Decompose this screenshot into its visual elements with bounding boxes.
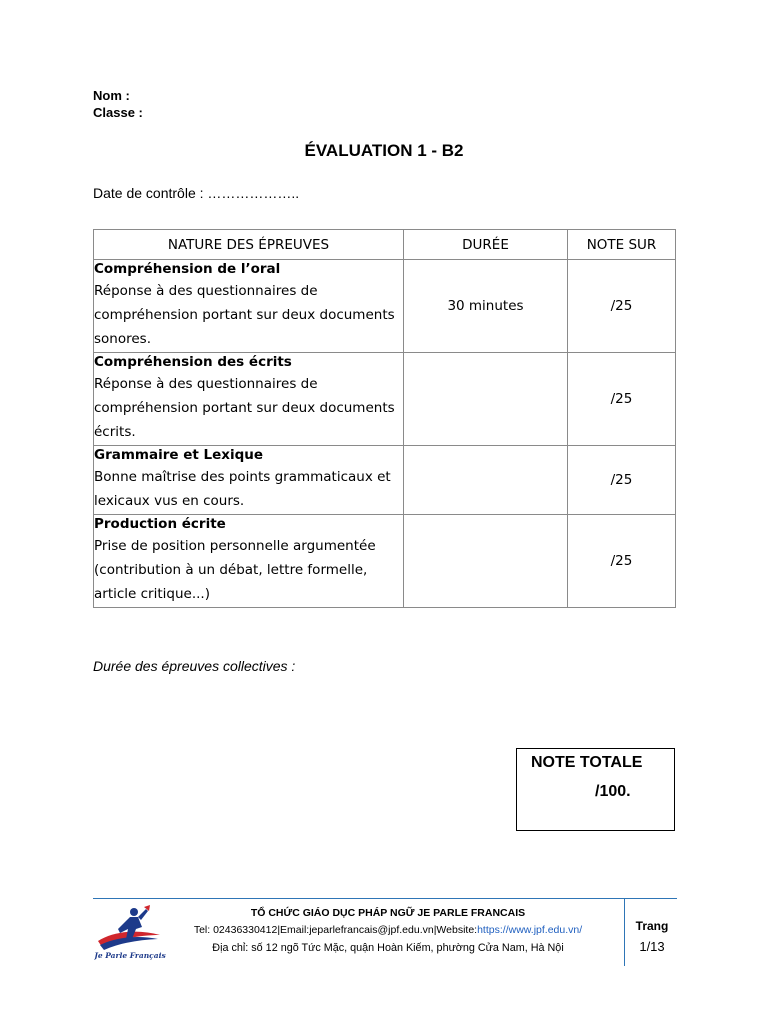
total-value: /100. — [595, 783, 631, 800]
epreuve-description: Bonne maîtrise des points grammaticaux et lexicaux vus en cours. — [94, 469, 391, 509]
total-box — [516, 748, 675, 831]
duration-cell — [404, 446, 568, 515]
duration-cell — [404, 353, 568, 446]
epreuve-title: Compréhension de l’oral — [94, 261, 281, 277]
header-duree: DURÉE — [404, 230, 568, 260]
page-number: 1/13 — [639, 939, 665, 954]
note-cell — [568, 446, 676, 515]
page-title: ÉVALUATION 1 - B2 — [304, 141, 464, 160]
note-cell — [568, 515, 676, 608]
logo-text: Je Parle Français — [94, 951, 166, 960]
epreuve-title: Grammaire et Lexique — [94, 447, 264, 463]
epreuve-cell — [94, 515, 404, 608]
duration-cell — [404, 515, 568, 608]
note-cell — [568, 353, 676, 446]
footer-vertical-divider — [624, 898, 625, 966]
jpf-logo — [94, 905, 166, 961]
collective-duration-label: Durée des épreuves collectives : — [93, 658, 296, 674]
footer-address: Địa chỉ: số 12 ngõ Tức Mặc, quận Hoàn Kiếm, phường Cửa Nam, Hà Nội — [212, 942, 564, 954]
epreuves-table — [93, 229, 676, 608]
epreuve-cell — [94, 446, 404, 515]
table-row — [94, 260, 676, 353]
page-label: Trang — [635, 919, 669, 933]
epreuve-description: Prise de position personnelle argumentée (contribution à un débat, lettre formelle, article critique...) — [94, 538, 376, 602]
footer-org-name: TỔ CHỨC GIÁO DỤC PHÁP NGỮ JE PARLE FRANCAIS — [250, 907, 526, 919]
epreuve-title: Production écrite — [94, 516, 226, 532]
epreuve-description: Réponse à des questionnaires de compréhension portant sur deux documents sonores. — [94, 283, 395, 347]
nom-label: Nom : — [93, 88, 130, 103]
note-cell — [568, 260, 676, 353]
footer-divider — [93, 898, 677, 899]
total-label: NOTE TOTALE — [531, 754, 643, 771]
epreuve-cell — [94, 353, 404, 446]
epreuve-title: Compréhension des écrits — [94, 354, 292, 370]
footer-contact-text: Tel: 02436330412|Email:jeparlefrancais@jpf.edu.vn|Website: — [193, 924, 478, 936]
table-row — [94, 446, 676, 515]
footer-contact — [168, 924, 608, 936]
note-value: /25 — [610, 553, 633, 569]
note-value: /25 — [610, 391, 633, 407]
table-row — [94, 353, 676, 446]
epreuve-description: Réponse à des questionnaires de compréhension portant sur deux documents écrits. — [94, 376, 395, 440]
website-link[interactable]: https://www.jpf.edu.vn/ — [477, 924, 583, 936]
header-nature: NATURE DES ÉPREUVES — [94, 230, 404, 260]
logo-figure-icon — [94, 905, 166, 961]
header-note: NOTE SUR — [568, 230, 676, 260]
date-line: Date de contrôle : ……………….. — [93, 185, 300, 201]
note-value: /25 — [610, 298, 633, 314]
epreuve-cell — [94, 260, 404, 353]
table-header-row — [94, 230, 676, 260]
classe-label: Classe : — [93, 105, 143, 120]
duration-cell: 30 minutes — [404, 260, 568, 353]
table-row — [94, 515, 676, 608]
note-value: /25 — [610, 472, 633, 488]
